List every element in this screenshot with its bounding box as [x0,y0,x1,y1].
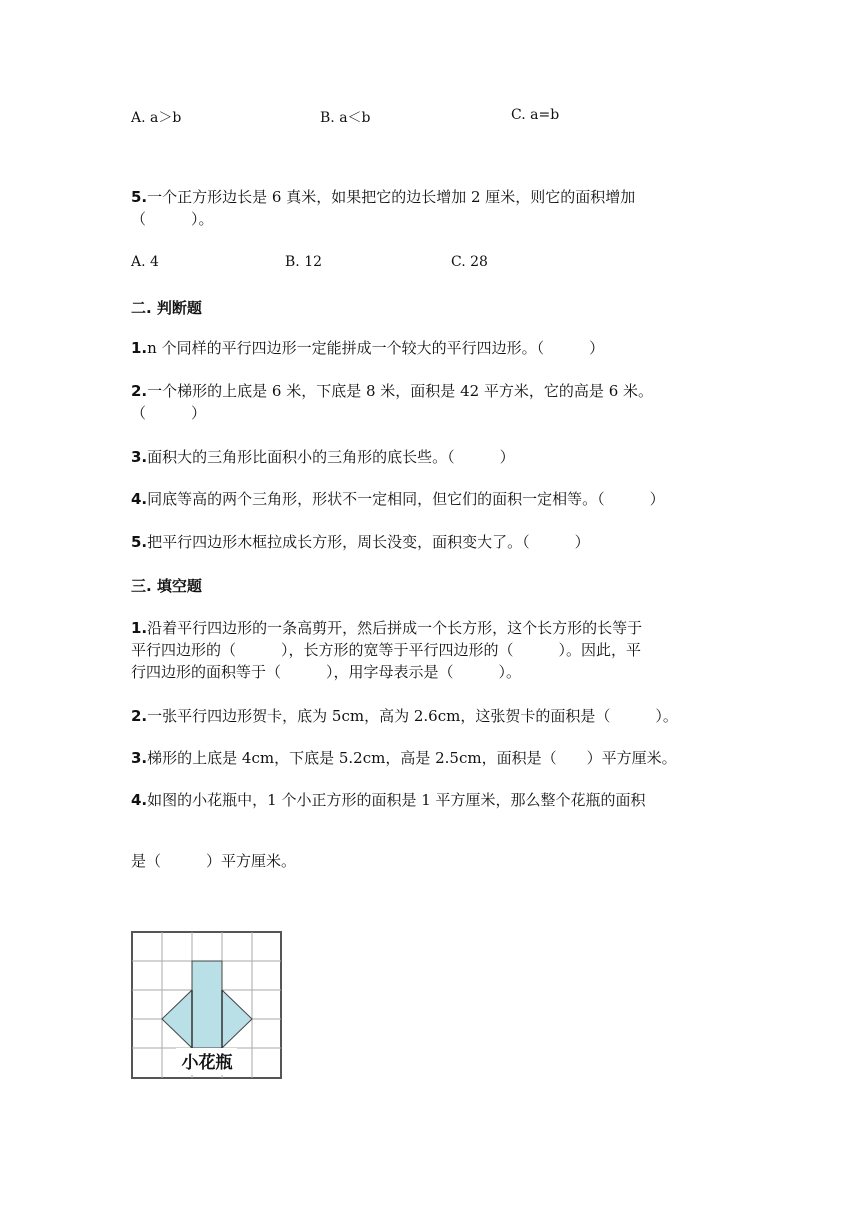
s3-q3 [131,747,677,769]
q4-option-c: C. a=b [511,107,560,123]
s3-q1-line3: 行四边形的面积等于（ ），用字母表示是（ ）。 [131,663,522,681]
s2-q5-text: 把平行四边形木框拉成长方形，周长没变，面积变大了。（ ） [147,533,590,551]
s2-q5-number: 5. [131,533,148,551]
q5-text: 一个正方形边长是 6 真米，如果把它的边长增加 2 厘米，则它的面积增加 [147,188,636,206]
s3-q4-text: 如图的小花瓶中，1 个小正方形的面积是 1 平方厘米，那么整个花瓶的面积 [147,791,646,809]
s3-q1 [131,617,642,639]
section2-title: 二. 判断题 [131,299,202,317]
q5-line1 [131,186,635,208]
s3-q3-text: 梯形的上底是 4cm，下底是 5.2cm，高是 2.5cm，面积是（ ）平方厘米。 [147,749,677,767]
s2-q2-line2: （ ） [131,404,207,422]
s3-q4-number: 4. [131,791,148,809]
s3-q1-text: 沿着平行四边形的一条高剪开，然后拼成一个长方形，这个长方形的长等于 [147,619,643,637]
vase-label: 小花瓶 [181,1053,233,1073]
s2-q5 [131,531,590,553]
s3-q2 [131,705,678,727]
s2-q2 [131,380,653,402]
s3-q2-number: 2. [131,707,148,725]
s3-q4 [131,789,646,811]
q4-option-b: B. a＜b [320,110,371,126]
s2-q4-number: 4. [131,490,148,508]
q5-number: 5. [131,188,148,206]
s2-q1-text: n 个同样的平行四边形一定能拼成一个较大的平行四边形。（ ） [147,339,605,357]
s2-q1 [131,337,604,359]
q5-option-b: B. 12 [285,254,323,270]
s2-q4-text: 同底等高的两个三角形，形状不一定相同，但它们的面积一定相等。（ ） [147,490,665,508]
s2-q2-text: 一个梯形的上底是 6 米，下底是 8 米，面积是 42 平方米，它的高是 6 米。 [147,382,654,400]
s2-q3 [131,446,515,468]
s2-q3-number: 3. [131,448,148,466]
s3-q2-text: 一张平行四边形贺卡，底为 5cm，高为 2.6cm，这张贺卡的面积是（ ）。 [147,707,678,725]
vase-figure [131,931,282,1079]
q5-option-c: C. 28 [451,254,488,270]
q5-option-a: A. 4 [131,254,159,270]
q5-line2: （ ）。 [131,210,214,228]
s2-q4 [131,488,665,510]
s2-q2-number: 2. [131,382,148,400]
s3-q1-number: 1. [131,619,148,637]
section3-title: 三. 填空题 [131,577,202,595]
s3-q4-line2: 是（ ）平方厘米。 [131,852,297,870]
s2-q3-text: 面积大的三角形比面积小的三角形的底长些。（ ） [147,448,515,466]
s2-q1-number: 1. [131,339,148,357]
s3-q1-line2: 平行四边形的（ ），长方形的宽等于平行四边形的（ ）。因此，平 [131,641,642,659]
q4-option-a: A. a＞b [131,110,182,126]
s3-q3-number: 3. [131,749,148,767]
